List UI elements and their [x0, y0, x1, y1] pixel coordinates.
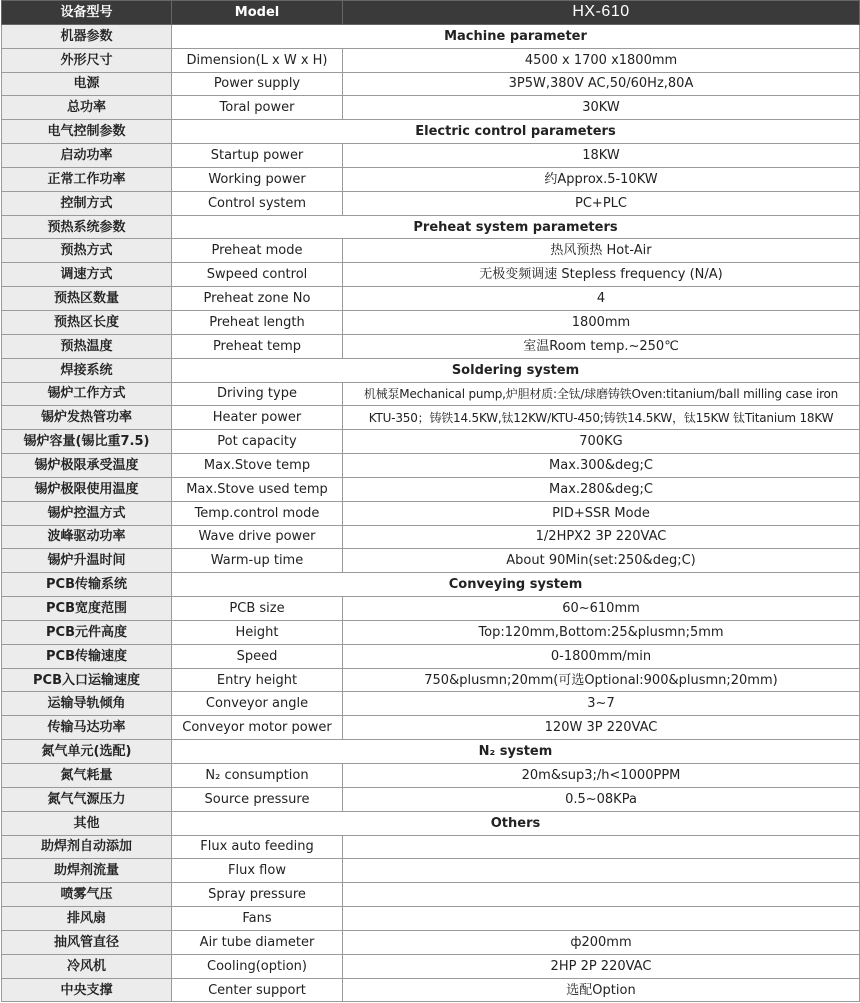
row-cn-label: 正常工作功率: [2, 167, 172, 191]
row-en-label: Heater power: [172, 406, 343, 430]
row-cn-label: 预热系统参数: [2, 215, 172, 239]
row-value: KTU-350；铸铁14.5KW,钛12KW/KTU-450;铸铁14.5KW，钛15KW 钛Titanium 18KW: [343, 406, 860, 430]
row-cn-label: 氮气耗量: [2, 764, 172, 788]
spec-table: [1, 0, 860, 1002]
row-value: 750&plusmn;20mm(可选Optional:900&plusmn;20mm): [343, 668, 860, 692]
spec-row: [2, 239, 860, 263]
row-cn-label: PCB宽度范围: [2, 597, 172, 621]
spec-row: [2, 644, 860, 668]
row-value: 无极变频调速 Stepless frequency (N/A): [343, 263, 860, 287]
section-row: [2, 358, 860, 382]
row-cn-label: 氮气气源压力: [2, 787, 172, 811]
row-value: 3~7: [343, 692, 860, 716]
spec-row: [2, 907, 860, 931]
spec-row: [2, 930, 860, 954]
spec-row: [2, 382, 860, 406]
row-en-label: Speed: [172, 644, 343, 668]
spec-row: [2, 167, 860, 191]
row-value: 20m&sup3;/h<1000PPM: [343, 764, 860, 788]
row-en-label: Preheat length: [172, 310, 343, 334]
row-en-label: Air tube diameter: [172, 930, 343, 954]
row-en-label: Spray pressure: [172, 883, 343, 907]
row-value: 18KW: [343, 144, 860, 168]
section-row: [2, 24, 860, 48]
row-cn-label: 锡炉升温时间: [2, 549, 172, 573]
spec-row: [2, 716, 860, 740]
section-row: [2, 811, 860, 835]
row-cn-label: 锡炉发热管功率: [2, 406, 172, 430]
row-en-label: PCB size: [172, 597, 343, 621]
section-title: Machine parameter: [172, 24, 860, 48]
row-en-label: Conveyor angle: [172, 692, 343, 716]
row-cn-label: 电气控制参数: [2, 120, 172, 144]
section-title: Electric control parameters: [172, 120, 860, 144]
row-cn-label: PCB入口运输速度: [2, 668, 172, 692]
spec-row: [2, 978, 860, 1002]
section-row: [2, 120, 860, 144]
row-cn-label: 中央支撑: [2, 978, 172, 1002]
row-en-label: Pot capacity: [172, 430, 343, 454]
row-cn-label: 预热方式: [2, 239, 172, 263]
row-cn-label: 预热温度: [2, 334, 172, 358]
row-cn-label: 电源: [2, 72, 172, 96]
spec-row: [2, 549, 860, 573]
row-en-label: Height: [172, 620, 343, 644]
row-value: 1/2HPX2 3P 220VAC: [343, 525, 860, 549]
row-cn-label: 氮气单元(选配): [2, 740, 172, 764]
spec-row: [2, 597, 860, 621]
spec-row: [2, 406, 860, 430]
model-name: HX-610: [343, 1, 860, 25]
row-en-label: Dimension(L x W x H): [172, 48, 343, 72]
row-en-label: Temp.control mode: [172, 501, 343, 525]
row-en-label: Wave drive power: [172, 525, 343, 549]
section-title: Conveying system: [172, 573, 860, 597]
row-value: 2HP 2P 220VAC: [343, 954, 860, 978]
row-en-label: Flux auto feeding: [172, 835, 343, 859]
row-value: 0.5~08KPa: [343, 787, 860, 811]
row-value: 700KG: [343, 430, 860, 454]
spec-row: [2, 883, 860, 907]
spec-row: [2, 501, 860, 525]
row-en-label: Conveyor motor power: [172, 716, 343, 740]
row-cn-label: PCB传输速度: [2, 644, 172, 668]
spec-row: [2, 954, 860, 978]
row-value: [343, 883, 860, 907]
header-row: [2, 1, 860, 25]
section-row: [2, 573, 860, 597]
row-en-label: Working power: [172, 167, 343, 191]
row-cn-label: 锡炉极限使用温度: [2, 477, 172, 501]
spec-row: [2, 620, 860, 644]
spec-row: [2, 144, 860, 168]
row-en-label: Source pressure: [172, 787, 343, 811]
row-cn-label: 调速方式: [2, 263, 172, 287]
row-cn-label: 锡炉容量(锡比重7.5): [2, 430, 172, 454]
spec-row: [2, 764, 860, 788]
row-cn-label: PCB传输系统: [2, 573, 172, 597]
row-cn-label: 机器参数: [2, 24, 172, 48]
header-cn-label: 设备型号: [2, 1, 172, 25]
spec-row: [2, 692, 860, 716]
row-cn-label: 其他: [2, 811, 172, 835]
row-value: 4: [343, 287, 860, 311]
row-cn-label: 预热区数量: [2, 287, 172, 311]
row-cn-label: 喷雾气压: [2, 883, 172, 907]
section-title: Others: [172, 811, 860, 835]
row-cn-label: 锡炉极限承受温度: [2, 454, 172, 478]
spec-row: [2, 310, 860, 334]
section-title: Soldering system: [172, 358, 860, 382]
row-value: 室温Room temp.~250℃: [343, 334, 860, 358]
row-value: 60~610mm: [343, 597, 860, 621]
row-value: 1800mm: [343, 310, 860, 334]
row-value: [343, 859, 860, 883]
row-en-label: N₂ consumption: [172, 764, 343, 788]
row-en-label: Power supply: [172, 72, 343, 96]
spec-row: [2, 477, 860, 501]
row-cn-label: 锡炉控温方式: [2, 501, 172, 525]
row-en-label: Fans: [172, 907, 343, 931]
row-cn-label: 助焊剂自动添加: [2, 835, 172, 859]
spec-row: [2, 263, 860, 287]
spec-row: [2, 430, 860, 454]
row-value: 3P5W,380V AC,50/60Hz,80A: [343, 72, 860, 96]
row-cn-label: 传输马达功率: [2, 716, 172, 740]
row-value: 0-1800mm/min: [343, 644, 860, 668]
row-en-label: Driving type: [172, 382, 343, 406]
spec-row: [2, 525, 860, 549]
row-value: [343, 835, 860, 859]
row-cn-label: 助焊剂流量: [2, 859, 172, 883]
section-title: Preheat system parameters: [172, 215, 860, 239]
row-cn-label: 外形尺寸: [2, 48, 172, 72]
row-en-label: Entry height: [172, 668, 343, 692]
row-en-label: Preheat zone No: [172, 287, 343, 311]
spec-row: [2, 72, 860, 96]
row-en-label: Flux flow: [172, 859, 343, 883]
row-en-label: Swpeed control: [172, 263, 343, 287]
spec-row: [2, 668, 860, 692]
row-en-label: Center support: [172, 978, 343, 1002]
row-en-label: Preheat temp: [172, 334, 343, 358]
spec-row: [2, 287, 860, 311]
row-value: 120W 3P 220VAC: [343, 716, 860, 740]
row-value: 30KW: [343, 96, 860, 120]
row-cn-label: 冷风机: [2, 954, 172, 978]
row-cn-label: 启动功率: [2, 144, 172, 168]
section-row: [2, 740, 860, 764]
spec-table-body: [2, 1, 860, 1002]
row-cn-label: 抽风管直径: [2, 930, 172, 954]
row-cn-label: 预热区长度: [2, 310, 172, 334]
row-value: 热风预热 Hot-Air: [343, 239, 860, 263]
row-value: [343, 907, 860, 931]
row-cn-label: 波峰驱动功率: [2, 525, 172, 549]
row-en-label: Cooling(option): [172, 954, 343, 978]
spec-row: [2, 96, 860, 120]
row-value: Top:120mm,Bottom:25&plusmn;5mm: [343, 620, 860, 644]
spec-row: [2, 835, 860, 859]
spec-row: [2, 48, 860, 72]
row-cn-label: 排风扇: [2, 907, 172, 931]
row-en-label: Control system: [172, 191, 343, 215]
row-en-label: Max.Stove temp: [172, 454, 343, 478]
row-cn-label: 总功率: [2, 96, 172, 120]
row-cn-label: PCB元件高度: [2, 620, 172, 644]
row-value: 选配Option: [343, 978, 860, 1002]
spec-row: [2, 191, 860, 215]
row-value: 4500 x 1700 x1800mm: [343, 48, 860, 72]
row-cn-label: 锡炉工作方式: [2, 382, 172, 406]
row-value: About 90Min(set:250&deg;C): [343, 549, 860, 573]
header-en-label: Model: [172, 1, 343, 25]
row-value: ф200mm: [343, 930, 860, 954]
spec-row: [2, 787, 860, 811]
row-en-label: Startup power: [172, 144, 343, 168]
row-en-label: Preheat mode: [172, 239, 343, 263]
spec-row: [2, 334, 860, 358]
row-cn-label: 焊接系统: [2, 358, 172, 382]
row-cn-label: 控制方式: [2, 191, 172, 215]
row-value: PID+SSR Mode: [343, 501, 860, 525]
section-title: N₂ system: [172, 740, 860, 764]
row-value: 机械泵Mechanical pump,炉胆材质:全钛/球磨铸铁Oven:titanium/ball milling case iron: [343, 382, 860, 406]
row-value: PC+PLC: [343, 191, 860, 215]
spec-row: [2, 859, 860, 883]
spec-row: [2, 454, 860, 478]
row-en-label: Warm-up time: [172, 549, 343, 573]
section-row: [2, 215, 860, 239]
row-value: Max.300&deg;C: [343, 454, 860, 478]
row-value: Max.280&deg;C: [343, 477, 860, 501]
row-cn-label: 运输导轨倾角: [2, 692, 172, 716]
row-value: 约Approx.5-10KW: [343, 167, 860, 191]
row-en-label: Toral power: [172, 96, 343, 120]
row-en-label: Max.Stove used temp: [172, 477, 343, 501]
